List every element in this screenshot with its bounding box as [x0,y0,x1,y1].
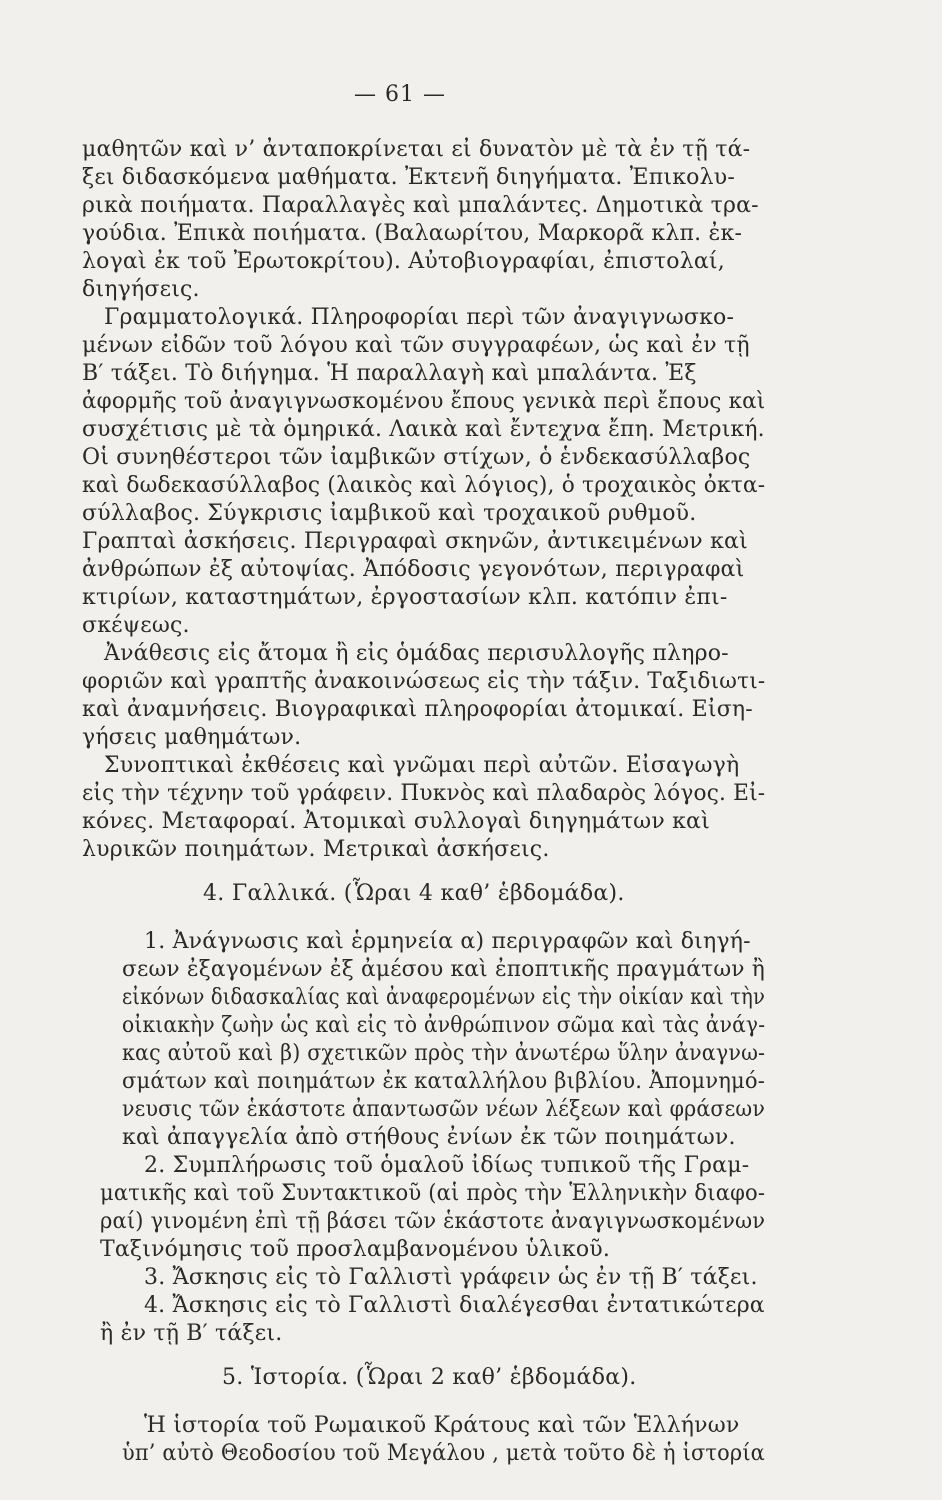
list-item-first-line: 3. Ἄσκησις εἰς τὸ Γαλλιστὶ γράφειν ὡς ἐν τῇ Β′ τάξει. [144,1265,758,1290]
text-line: ὑπ’ αὐτὸ Θεοδοσίου τοῦ Μεγάλου , μετὰ τοῦτο δὲ ἡ ἱστορία [122,1441,765,1466]
text-line: ραί) γινομένη ἐπὶ τῇ βάσει τῶν ἑκάστοτε ἀναγιγνωσκομένων [100,1209,766,1234]
text-line: Γραπταὶ ἀσκήσεις. Περιγραφαὶ σκηνῶν, ἀντικειμένων καὶ [82,529,748,554]
text-line: σεων ἐξαγομένων ἐξ ἀμέσου καὶ ἐποπτικῆς πραγμάτων ἢ [122,957,766,982]
list-item-first-line: 2. Συμπλήρωσις τοῦ ὁμαλοῦ ἰδίως τυπικοῦ τῆς Γραμ- [144,1153,750,1178]
paragraph-first-line: Ἀνάθεσις εἰς ἄτομα ἢ εἰς ὁμάδας περισυλλογῆς πληρο- [104,641,729,666]
text-line: κας αὐτοῦ καὶ β) σχετικῶν πρὸς τὴν ἀνωτέρω ὕλην ἀναγνω- [122,1041,766,1066]
section-heading-french: 4. Γαλλικά. (Ὧραι 4 καθ’ ἑβδομάδα). [203,881,625,906]
paragraph-first-line: Γραμματολογικά. Πληροφορίαι περὶ τῶν ἀναγιγνωσκο- [104,305,735,330]
text-line: ματικῆς καὶ τοῦ Συντακτικοῦ (αἱ πρὸς τὴν Ἑλληνικὴν διαφο- [100,1181,766,1206]
section-heading-history: 5. Ἱστορία. (Ὧραι 2 καθ’ ἑβδομάδα). [222,1365,637,1390]
text-line: εἰς τὴν τέχνην τοῦ γράφειν. Πυκνὸς καὶ πλαδαρὸς λόγος. Εἰ- [82,781,766,806]
paragraph-first-line: Συνοπτικαὶ ἐκθέσεις καὶ γνῶμαι περὶ αὐτῶν. Εἰσαγωγὴ [104,753,740,778]
text-line: λυρικῶν ποιημάτων. Μετρικαὶ ἀσκήσεις. [82,837,550,862]
text-line: ἢ ἐν τῇ Β′ τάξει. [100,1321,283,1346]
text-line: καὶ δωδεκασύλλαβος (λαικὸς καὶ λόγιος), ὁ τροχαικὸς ὀκτα- [82,473,766,498]
text-line: οἰκιακὴν ζωὴν ὡς καὶ εἰς τὸ ἀνθρώπινον σῶμα καὶ τὰς ἀνάγ- [122,1013,766,1038]
text-line: Ταξινόμησις τοῦ προσλαμβανομένου ὑλικοῦ. [100,1237,611,1262]
text-line: κόνες. Μεταφοραί. Ἀτομικαὶ συλλογαὶ διηγημάτων καὶ [82,809,710,834]
text-line: γούδια. Ἐπικὰ ποιήματα. (Βαλαωρίτου, Μαρκορᾶ κλπ. ἐκ- [82,221,743,246]
text-line: λογαὶ ἐκ τοῦ Ἐρωτοκρίτου). Αὐτοβιογραφίαι, ἐπιστολαί, [82,249,725,274]
text-line: διηγήσεις. [82,277,200,302]
text-line: καὶ ἀναμνήσεις. Βιογραφικαὶ πληροφορίαι ἀτομικαί. Εἰση- [82,697,753,722]
text-line: φοριῶν καὶ γραπτῆς ἀνακοινώσεως εἰς τὴν τάξιν. Ταξιδιωτι- [82,669,766,694]
text-line: καὶ ἀπαγγελία ἀπὸ στήθους ἐνίων ἐκ τῶν ποιημάτων. [122,1125,736,1150]
text-line: ξει διδασκόμενα μαθήματα. Ἐκτενῆ διηγήματα. Ἐπικολυ- [82,165,735,190]
text-line: ἀνθρώπων ἐξ αὐτοψίας. Ἀπόδοσις γεγονότων, περιγραφαὶ [82,557,745,582]
text-line: εἰκόνων διδασκαλίας καὶ ἀναφερομένων εἰς τὴν οἰκίαν καὶ τὴν [122,985,766,1010]
text-line: μαθητῶν καὶ ν’ ἀνταποκρίνεται εἰ δυνατὸν μὲ τὰ ἐν τῇ τά- [82,137,751,162]
text-line: νευσις τῶν ἑκάστοτε ἀπαντωσῶν νέων λέξεων καὶ φράσεων [122,1097,765,1122]
text-line: ἀφορμῆς τοῦ ἀναγιγνωσκομένου ἔπους γενικὰ περὶ ἔπους καὶ [82,389,766,414]
text-line: σμάτων καὶ ποιημάτων ἐκ καταλλήλου βιβλίου. Ἀπομνημό- [122,1069,766,1094]
list-item-first-line: 1. Ἀνάγνωσις καὶ ἑρμηνεία α) περιγραφῶν καὶ διηγή- [144,929,751,954]
page-number: — 61 — [354,82,446,107]
text-line: σκέψεως. [82,613,190,638]
text-line: κτιρίων, καταστημάτων, ἐργοστασίων κλπ. κατόπιν ἐπι- [82,585,728,610]
text-line: Οἱ συνηθέστεροι τῶν ἰαμβικῶν στίχων, ὁ ἑνδεκασύλλαβος [82,445,751,470]
text-line: μένων εἰδῶν τοῦ λόγου καὶ τῶν συγγραφέων, ὡς καὶ ἐν τῇ [82,333,750,358]
text-line: ρικὰ ποιήματα. Παραλλαγὲς καὶ μπαλάντες. Δημοτικὰ τρα- [82,193,759,218]
text-line: σύλλαβος. Σύγκρισις ἰαμβικοῦ καὶ τροχαικοῦ ρυθμοῦ. [82,501,697,526]
text-line: συσχέτισις μὲ τὰ ὁμηρικά. Λαικὰ καὶ ἔντεχνα ἔπη. Μετρική. [82,417,765,442]
text-line: γήσεις μαθημάτων. [82,725,302,750]
list-item-first-line: 4. Ἄσκησις εἰς τὸ Γαλλιστὶ διαλέγεσθαι ἐντατικώτερα [144,1293,765,1318]
text-line: Β′ τάξει. Τὸ διήγημα. Ἡ παραλλαγὴ καὶ μπαλάντα. Ἐξ [82,361,697,386]
paragraph-first-line: Ἡ ἱστορία τοῦ Ρωμαικοῦ Κράτους καὶ τῶν Ἑλλήνων [144,1413,740,1438]
